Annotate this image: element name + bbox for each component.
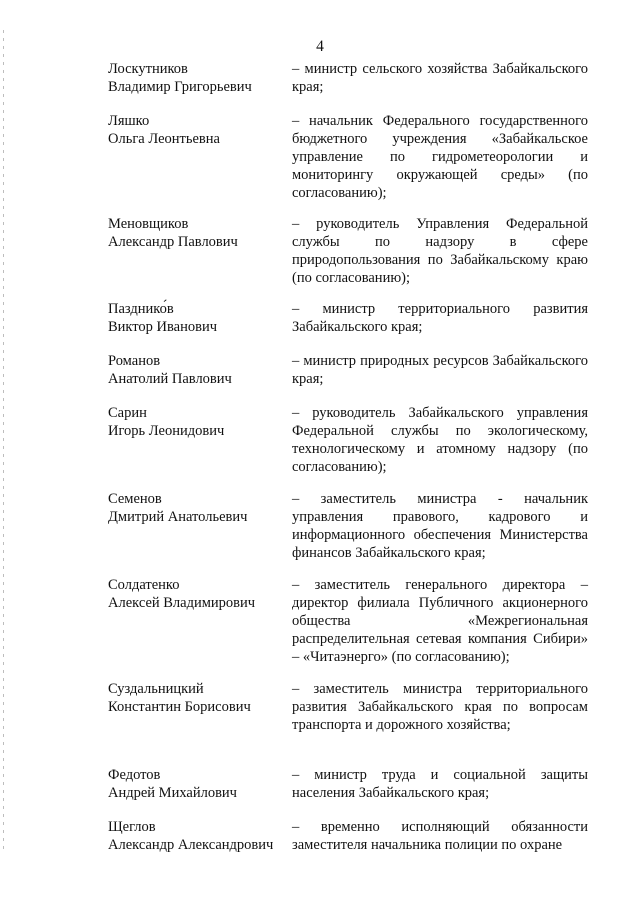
person-name xyxy=(108,352,288,388)
surname: Лоскутников xyxy=(108,61,188,77)
page-number: 4 xyxy=(316,38,324,55)
given-names: Дмитрий Анатольевич xyxy=(108,509,248,525)
person-name xyxy=(108,490,288,526)
given-names: Владимир Григорьевич xyxy=(108,79,252,95)
surname: Семенов xyxy=(108,491,162,507)
role-description: – временно исполняющий обязанности заместителя начальника полиции по охране xyxy=(292,819,588,853)
surname: Романов xyxy=(108,353,161,369)
surname: Щеглов xyxy=(108,819,156,835)
role-description: – заместитель генерального директора – директор филиала Публичного акционерного общества «Межрегиональная распределительная сетевая компания Сибири» – «Читаэнерго» (по согласованию); xyxy=(292,577,588,665)
person-name xyxy=(108,818,288,854)
surname: Федотов xyxy=(108,767,161,783)
surname: Ляшко xyxy=(108,113,150,129)
given-names: Алексей Владимирович xyxy=(108,595,256,611)
person-name xyxy=(108,215,288,251)
given-names: Константин Борисович xyxy=(108,699,251,715)
person-name xyxy=(108,60,288,96)
person-name xyxy=(108,300,288,336)
person-name xyxy=(108,404,288,440)
surname: Пазднико́в xyxy=(108,301,174,317)
given-names: Александр Павлович xyxy=(108,234,238,250)
role-description: – министр сельского хозяйства Забайкальского края; xyxy=(292,61,588,95)
surname: Меновщиков xyxy=(108,216,189,232)
surname: Сарин xyxy=(108,405,147,421)
given-names: Андрей Михайлович xyxy=(108,785,237,801)
role-description: – руководитель Управления Федеральной службы по надзору в сфере природопользования по Забайкальскому краю (по согласованию); xyxy=(292,216,588,286)
role-description: – министр территориального развития Забайкальского края; xyxy=(292,301,588,335)
person-name xyxy=(108,576,288,612)
given-names: Анатолий Павлович xyxy=(108,371,232,387)
role-description: – руководитель Забайкальского управления Федеральной службы по экологическому, технологическому и атомному надзору (по согласованию); xyxy=(292,405,588,475)
person-name xyxy=(108,680,288,716)
given-names: Ольга Леонтьевна xyxy=(108,131,220,147)
role-description: – министр труда и социальной защиты населения Забайкальского края; xyxy=(292,767,588,801)
role-description: – министр природных ресурсов Забайкальского края; xyxy=(292,353,588,387)
role-description: – начальник Федерального государственного бюджетного учреждения «Забайкальское управление по гидрометеорологии и мониторингу окружающей среды» (по согласованию); xyxy=(292,113,588,201)
surname: Солдатенко xyxy=(108,577,180,593)
role-description: – заместитель министра территориального развития Забайкальского края по вопросам транспорта и дорожного хозяйства; xyxy=(292,681,588,733)
person-name xyxy=(108,112,288,148)
scan-edge-mark xyxy=(3,30,4,850)
surname: Суздальницкий xyxy=(108,681,204,697)
role-description: – заместитель министра - начальник управления правового, кадрового и информационного обеспечения Министерства финансов Забайкальского края; xyxy=(292,491,588,561)
given-names: Виктор Иванович xyxy=(108,319,218,335)
given-names: Александр Александрович xyxy=(108,837,274,853)
person-name xyxy=(108,766,288,802)
given-names: Игорь Леонидович xyxy=(108,423,225,439)
